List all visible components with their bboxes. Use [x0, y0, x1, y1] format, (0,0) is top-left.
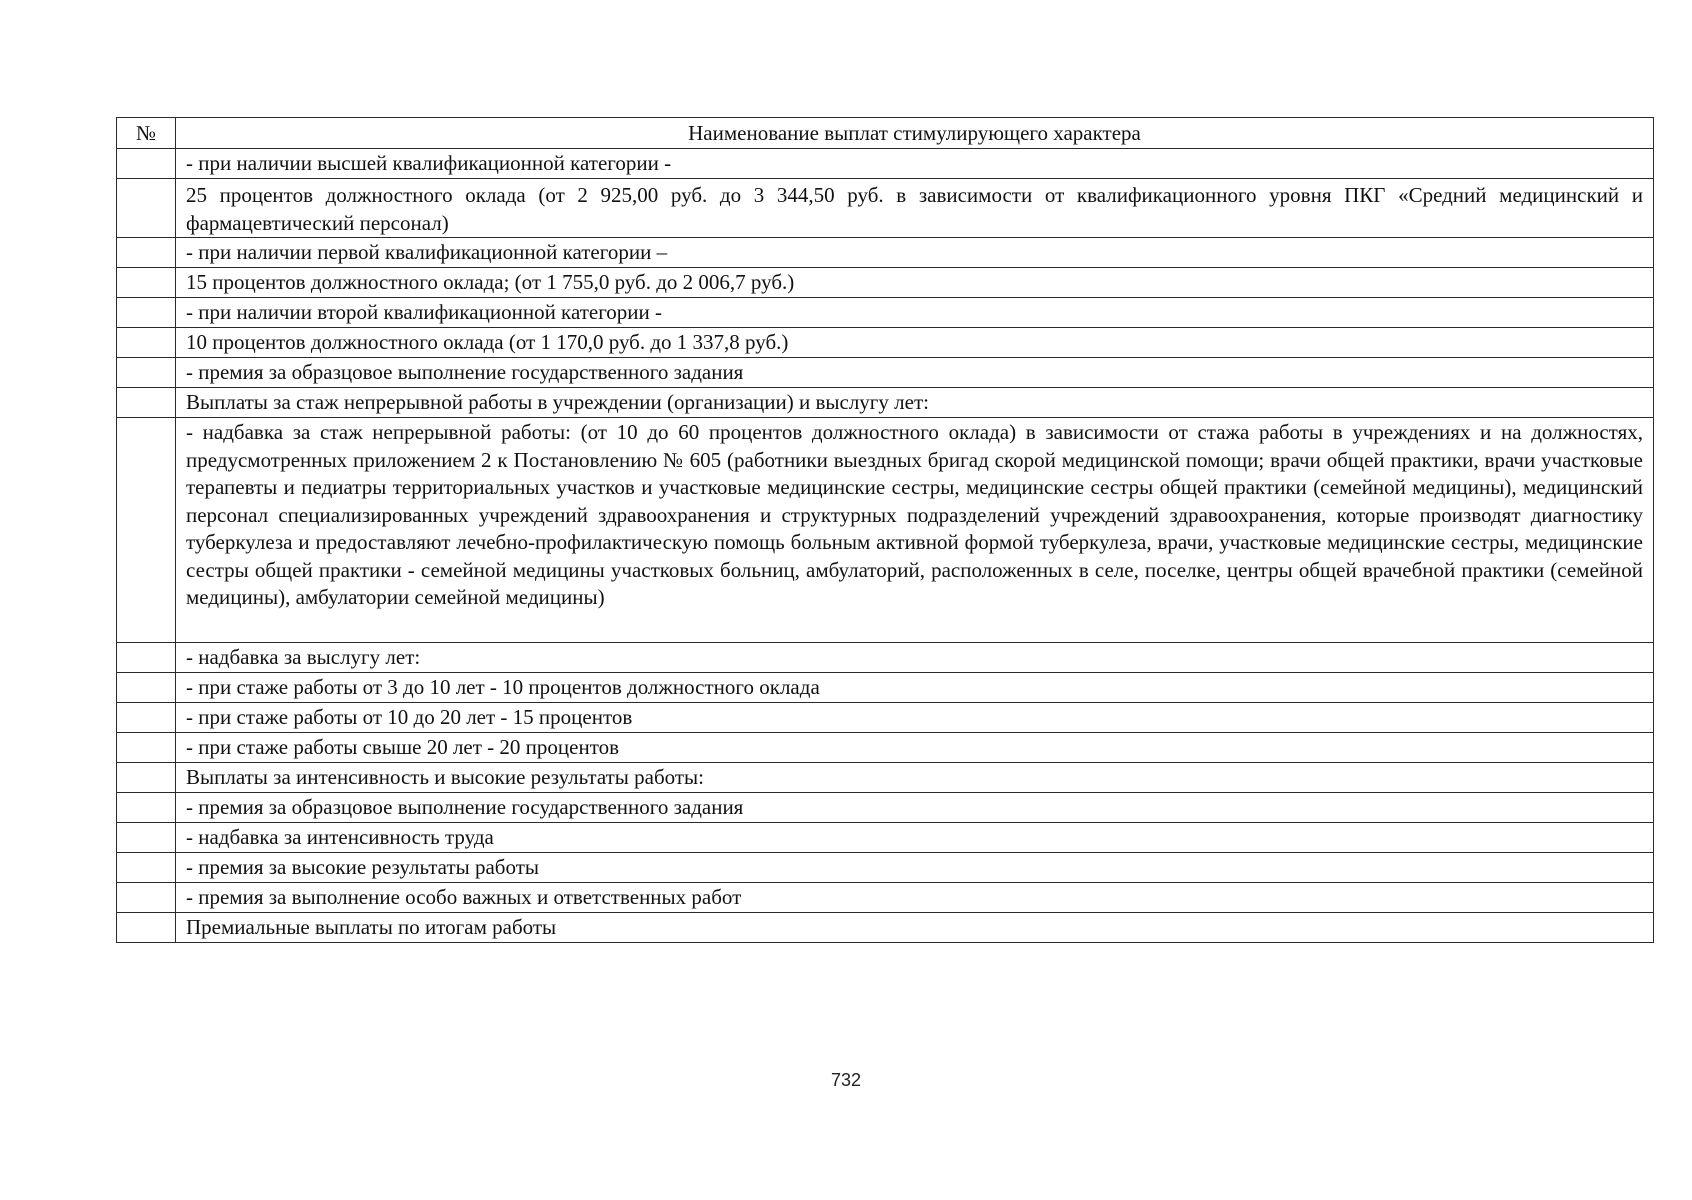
table-row: [117, 733, 1654, 763]
row-number-cell: [117, 298, 176, 328]
table-row: [117, 358, 1654, 388]
row-number-cell: [117, 913, 176, 943]
row-number-cell: [117, 823, 176, 853]
row-text-cell: - при стаже работы свыше 20 лет - 20 процентов: [176, 733, 1654, 763]
row-text-cell: - премия за высокие результаты работы: [176, 853, 1654, 883]
row-number-cell: [117, 358, 176, 388]
row-text-cell: - при наличии высшей квалификационной категории -: [176, 149, 1654, 179]
table-row: [117, 238, 1654, 268]
table-row: [117, 763, 1654, 793]
row-number-cell: [117, 328, 176, 358]
header-number: №: [117, 118, 176, 149]
row-number-cell: [117, 673, 176, 703]
row-text-cell: 15 процентов должностного оклада; (от 1 755,0 руб. до 2 006,7 руб.): [176, 268, 1654, 298]
row-number-cell: [117, 643, 176, 673]
table-row: [117, 418, 1654, 643]
row-text-cell: - надбавка за интенсивность труда: [176, 823, 1654, 853]
row-text-cell: 10 процентов должностного оклада (от 1 170,0 руб. до 1 337,8 руб.): [176, 328, 1654, 358]
table-row: [117, 643, 1654, 673]
row-text-cell: 25 процентов должностного оклада (от 2 925,00 руб. до 3 344,50 руб. в зависимости от квалификационного уровня ПКГ «Средний медицинский и фармацевтический персонал): [176, 179, 1654, 238]
table-row: [117, 913, 1654, 943]
payments-table: [116, 117, 1654, 943]
table-row: [117, 823, 1654, 853]
row-number-cell: [117, 853, 176, 883]
table-row: [117, 328, 1654, 358]
row-text-cell: - премия за образцовое выполнение государственного задания: [176, 793, 1654, 823]
row-text-cell: - при наличии второй квалификационной категории -: [176, 298, 1654, 328]
row-text-cell: Премиальные выплаты по итогам работы: [176, 913, 1654, 943]
row-number-cell: [117, 418, 176, 643]
row-text-cell: - премия за выполнение особо важных и ответственных работ: [176, 883, 1654, 913]
row-text-cell: - при стаже работы от 10 до 20 лет - 15 процентов: [176, 703, 1654, 733]
row-text-cell: - премия за образцовое выполнение государственного задания: [176, 358, 1654, 388]
table-row: [117, 179, 1654, 238]
table-row: [117, 883, 1654, 913]
row-text-cell: Выплаты за интенсивность и высокие результаты работы:: [176, 763, 1654, 793]
row-number-cell: [117, 388, 176, 418]
table-row: [117, 853, 1654, 883]
table-row: [117, 298, 1654, 328]
page-number: 732: [830, 1070, 862, 1090]
table-row: [117, 673, 1654, 703]
row-number-cell: [117, 883, 176, 913]
row-number-cell: [117, 179, 176, 238]
table-row: [117, 149, 1654, 179]
row-text-cell: Выплаты за стаж непрерывной работы в учреждении (организации) и выслугу лет:: [176, 388, 1654, 418]
row-number-cell: [117, 268, 176, 298]
row-text-cell: - при стаже работы от 3 до 10 лет - 10 процентов должностного оклада: [176, 673, 1654, 703]
row-text-cell: - надбавка за стаж непрерывной работы: (от 10 до 60 процентов должностного оклада) в зависимости от стажа работы в учреждениях и на должностях, предусмотренных приложением 2 к Постановлению № 605 (работники выездных бригад скорой медицинской помощи; врачи общей практики, врачи участковые терапевты и педиатры территориальных участков и участковые медицинские сестры, медицинские сестры общей практики (семейной медицины), медицинский персонал специализированных учреждений здравоохранения и структурных подразделений учреждений здравоохранения, которые производят диагностику туберкулеза и предоставляют лечебно-профилактическую помощь больным активной формой туберкулеза, врачи, участковые медицинские сестры, медицинские сестры общей практики - семейной медицины участковых больниц, амбулаторий, расположенных в селе, поселке, центры общей врачебной практики (семейной медицины), амбулатории семейной медицины): [176, 418, 1654, 643]
table-header-row: [117, 118, 1654, 149]
row-text-cell: - при наличии первой квалификационной категории –: [176, 238, 1654, 268]
row-number-cell: [117, 733, 176, 763]
row-number-cell: [117, 238, 176, 268]
table-row: [117, 388, 1654, 418]
table-row: [117, 703, 1654, 733]
row-number-cell: [117, 763, 176, 793]
row-number-cell: [117, 793, 176, 823]
row-number-cell: [117, 703, 176, 733]
row-number-cell: [117, 149, 176, 179]
row-text-cell: - надбавка за выслугу лет:: [176, 643, 1654, 673]
table-row: [117, 268, 1654, 298]
header-payment-name: Наименование выплат стимулирующего характера: [176, 118, 1654, 149]
table-row: [117, 793, 1654, 823]
